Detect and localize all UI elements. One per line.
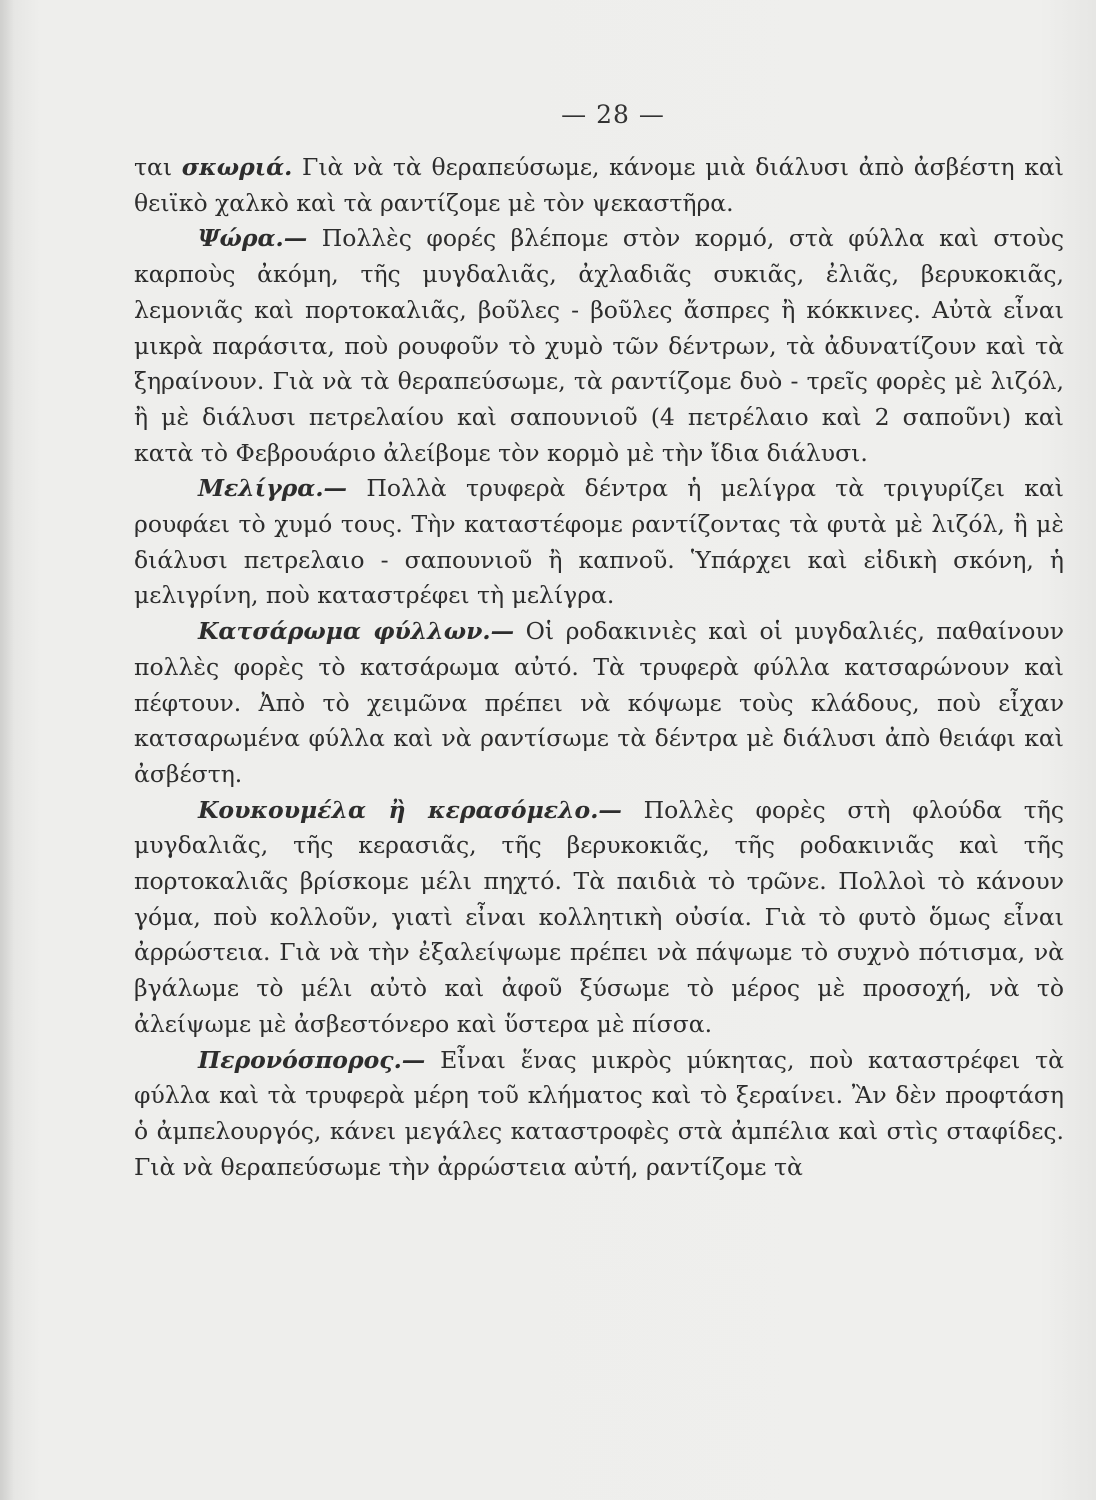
section-heading-koukoumela: Κουκουμέλα ἢ κερασόμελο.— [198, 795, 622, 824]
paragraph-text-start: ται [134, 153, 182, 181]
paragraph-continuation [134, 150, 1064, 221]
page-number: — 28 — [561, 100, 665, 129]
section-heading-peronosporos: Περονόσπορος.— [198, 1045, 426, 1074]
paragraph-koukoumela [134, 793, 1064, 1043]
paragraph-text: Πολλὲς φορές βλέπομε στὸν κορμό, στὰ φύλλα καὶ στοὺς καρποὺς ἀκόμη, τῆς μυγδαλιᾶς, ἀχλαδιᾶς συκιᾶς, ἐλιᾶς, βερυκοκιᾶς, λεμονιᾶς καὶ πορτοκαλιᾶς, βοῦλες - βοῦλες ἄσπρες ἢ κόκκινες. Αὐτὰ εἶναι μικρὰ παράσιτα, ποὺ ρουφοῦν τὸ χυμὸ τῶν δέντρων, τὰ ἀδυνατίζουν καὶ τὰ ξηραίνουν. Γιὰ νὰ τὰ θεραπεύσωμε, τὰ ραντίζομε δυὸ - τρεῖς φορὲς μὲ λιζόλ, ἢ μὲ διάλυσι πετρελαίου καὶ σαπουνιοῦ (4 πετρέλαιο καὶ 2 σαποῦνι) καὶ κατὰ τὸ Φεβρουάριο ἀλείβομε τὸν κορμὸ μὲ τὴν ἴδια διάλυσι. [134, 224, 1064, 467]
term-skoria: σκωριά. [181, 153, 293, 181]
section-heading-meligra: Μελίγρα.— [198, 474, 348, 503]
paragraph-peronosporos [134, 1043, 1064, 1186]
paragraph-text: Πολλὰ τρυφερὰ δέντρα ἡ μελίγρα τὰ τριγυρίζει καὶ ρουφάει τὸ χυμό τους. Τὴν καταστέφομε ραντίζοντας τὰ φυτὰ μὲ λιζόλ, ἢ μὲ διάλυσι πετρελαιο - σαπουνιοῦ ἢ καπνοῦ. Ὑπάρχει καὶ εἰδικὴ σκόνη, ἡ μελιγρίνη, ποὺ καταστρέφει τὴ μελίγρα. [134, 474, 1064, 610]
paragraph-psora [134, 221, 1064, 471]
body-text [134, 150, 1064, 1185]
paragraph-katsaroma [134, 614, 1064, 793]
paragraph-text: Γιὰ νὰ τὰ θεραπεύσωμε, κάνομε μιὰ διάλυσι ἀπὸ ἀσβέστη καὶ θειϊκὸ χαλκὸ καὶ τὰ ραντίζομε μὲ τὸν ψεκαστῆρα. [134, 153, 1064, 217]
paragraph-text: Εἶναι ἕνας μικρὸς μύκητας, ποὺ καταστρέφει τὰ φύλλα καὶ τὰ τρυφερὰ μέρη τοῦ κλήματος καὶ τὸ ξεραίνει. Ἂν δὲν προφτάση ὁ ἀμπελουργός, κάνει μεγάλες καταστροφὲς στὰ ἀμπέλια καὶ στὶς σταφίδες. Γιὰ νὰ θεραπεύσωμε τὴν ἀρρώστεια αὐτή, ραντίζομε τὰ [134, 1045, 1064, 1181]
paragraph-text: Οἱ ροδακινιὲς καὶ οἱ μυγδαλιές, παθαίνουν πολλὲς φορὲς τὸ κατσάρωμα αὐτό. Τὰ τρυφερὰ φύλλα κατσαρώνουν καὶ πέφτουν. Ἀπὸ τὸ χειμῶνα πρέπει νὰ κόψωμε τοὺς κλάδους, ποὺ εἶχαν κατσαρωμένα φύλλα καὶ νὰ ραντίσωμε τὰ δέντρα μὲ διάλυσι ἀπὸ θειάφι καὶ ἀσβέστη. [134, 617, 1064, 788]
section-heading-katsaroma: Κατσάρωμα φύλλων.— [198, 617, 515, 646]
page-edge-shadow [0, 0, 14, 1500]
section-heading-psora: Ψώρα.— [198, 224, 308, 253]
paragraph-meligra [134, 471, 1064, 614]
paragraph-text: Πολλὲς φορὲς στὴ φλούδα τῆς μυγδαλιᾶς, τῆς κερασιᾶς, τῆς βερυκοκιᾶς, τῆς ροδακινιᾶς καὶ τῆς πορτοκαλιᾶς βρίσκομε μέλι πηχτό. Τὰ παιδιὰ τὸ τρῶνε. Πολλοὶ τὸ κάνουν γόμα, ποὺ κολλοῦν, γιατὶ εἶναι κολλητικὴ οὐσία. Γιὰ τὸ φυτὸ ὅμως εἶναι ἀρρώστεια. Γιὰ νὰ τὴν ἐξαλείψωμε πρέπει νὰ πάψωμε τὸ συχνὸ πότισμα, νὰ βγάλωμε τὸ μέλι αὐτὸ καὶ ἀφοῦ ξύσωμε τὸ μέρος μὲ προσοχή, νὰ τὸ ἀλείψωμε μὲ ἀσβεστόνερο καὶ ὕστερα μὲ πίσσα. [134, 795, 1064, 1038]
